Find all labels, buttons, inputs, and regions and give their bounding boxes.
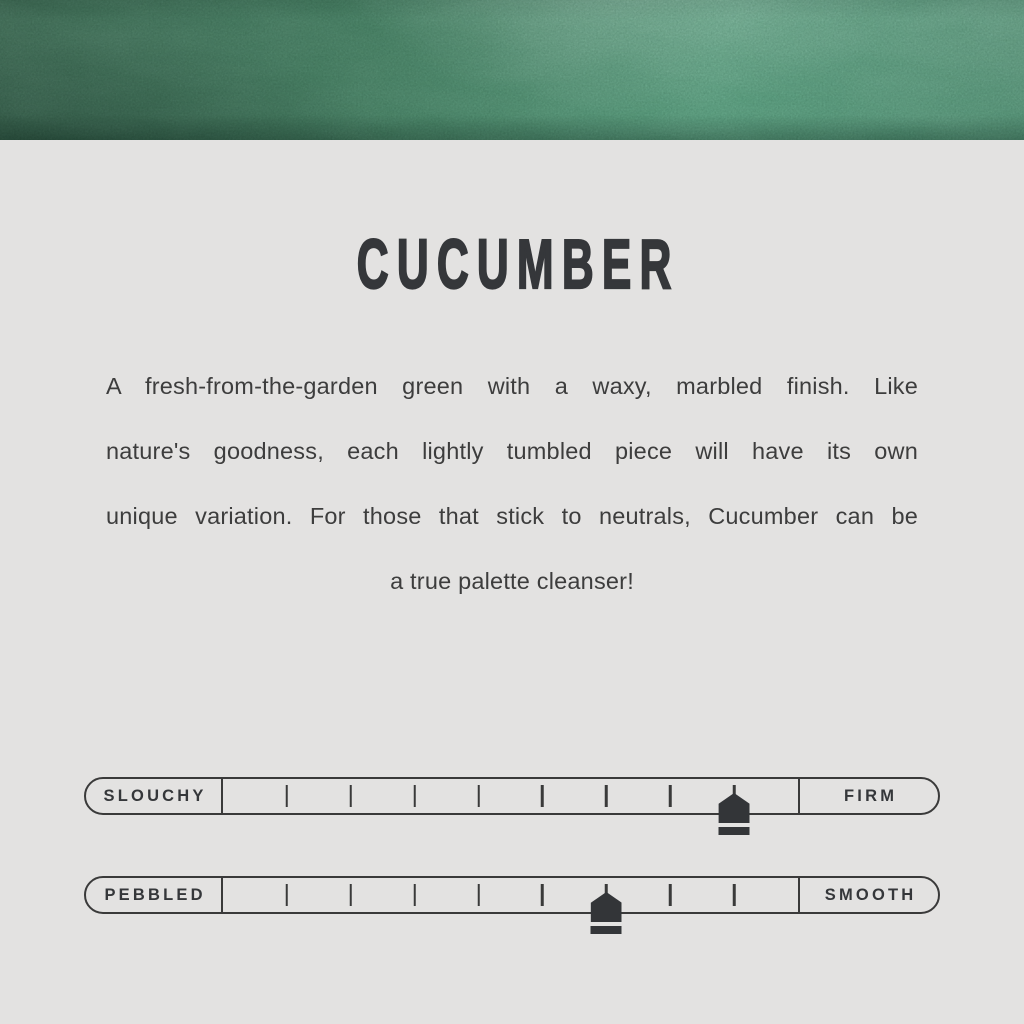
scale-left-section — [86, 779, 223, 813]
scale-tick — [605, 785, 608, 807]
color-description — [106, 354, 918, 614]
scale-left-section — [86, 878, 223, 912]
scale-tick — [477, 785, 480, 807]
leather-texture-image — [0, 0, 1024, 140]
description-line: a true palette cleanser! — [390, 568, 634, 594]
scale-tick — [350, 785, 353, 807]
description-line: unique variation. For those that stick to neutrals, Cucumber can be — [106, 503, 918, 529]
scale-right-label: FIRM — [844, 786, 898, 805]
firmness-scale-marker[interactable] — [719, 793, 750, 835]
scale-tick — [733, 884, 736, 906]
scale-tick — [413, 785, 416, 807]
leather-grain-overlay — [0, 0, 1024, 140]
marker-pointer-icon — [591, 892, 622, 922]
scale-tick — [669, 884, 672, 906]
marker-pointer-icon — [719, 793, 750, 823]
texture-scale-track — [223, 878, 798, 912]
scale-tick — [286, 884, 289, 906]
scale-right-label: SMOOTH — [824, 885, 917, 904]
texture-scale — [84, 876, 940, 914]
scale-left-label: PEBBLED — [104, 885, 206, 904]
description-line: A fresh-from-the-garden green with a waxy, marbled finish. Like — [106, 373, 918, 399]
firmness-scale-pill — [84, 777, 940, 815]
scale-tick — [541, 785, 544, 807]
color-name-title: CUCUMBER — [357, 225, 680, 303]
scale-left-label: SLOUCHY — [103, 786, 207, 805]
attribute-scales — [84, 777, 940, 914]
marker-base-bar — [719, 827, 750, 835]
scale-tick — [541, 884, 544, 906]
marker-base-bar — [591, 926, 622, 934]
scale-right-section — [798, 779, 938, 813]
scale-tick — [669, 785, 672, 807]
scale-tick — [350, 884, 353, 906]
scale-tick — [413, 884, 416, 906]
firmness-scale — [84, 777, 940, 815]
scale-right-section — [798, 878, 938, 912]
scale-tick — [477, 884, 480, 906]
texture-scale-pill — [84, 876, 940, 914]
firmness-scale-track — [223, 779, 798, 813]
scale-tick — [286, 785, 289, 807]
description-line: nature's goodness, each lightly tumbled piece will have its own — [106, 438, 918, 464]
texture-scale-marker[interactable] — [591, 892, 622, 934]
